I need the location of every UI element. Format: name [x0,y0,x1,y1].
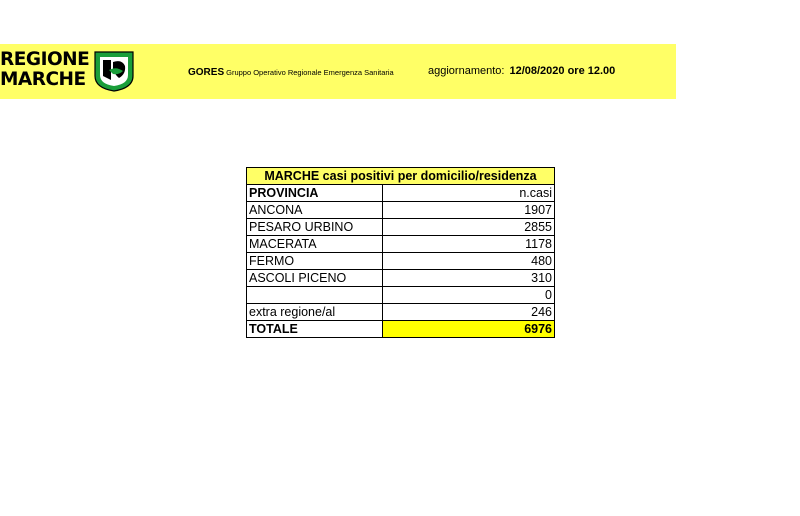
table-row [247,287,555,304]
province-cell: FERMO [247,253,383,270]
cases-table [246,167,555,338]
total-label: TOTALE [247,321,383,338]
table-row [247,270,555,287]
table-row [247,219,555,236]
total-value: 6976 [383,321,555,338]
cases-cell: 1907 [383,202,555,219]
table-row [247,253,555,270]
cases-cell: 246 [383,304,555,321]
update-label: aggiornamento: [428,65,505,77]
cases-cell: 0 [383,287,555,304]
table-row [247,202,555,219]
province-cell: PESARO URBINO [247,219,383,236]
province-cell [247,287,383,304]
column-header-province: PROVINCIA [247,185,383,202]
table-row [247,304,555,321]
org-acronym: GORES [188,67,225,78]
org-info [188,67,394,78]
table-title: MARCHE casi positivi per domicilio/residenza [247,168,555,185]
table-title-row [247,168,555,185]
logo-line-1: REGIONE [0,49,90,70]
cases-cell: 1178 [383,236,555,253]
org-name: Gruppo Operativo Regionale Emergenza Sanitaria [226,68,394,77]
province-cell: MACERATA [247,236,383,253]
table-header-row [247,185,555,202]
region-crest-icon [92,50,136,92]
cases-cell: 310 [383,270,555,287]
header-banner [0,44,676,99]
cases-cell: 2855 [383,219,555,236]
province-cell: ANCONA [247,202,383,219]
update-value: 12/08/2020 ore 12.00 [509,65,616,77]
table-total-row [247,321,555,338]
province-cell: extra regione/al [247,304,383,321]
update-info [428,65,615,77]
table-row [247,236,555,253]
region-logo [0,50,89,90]
province-cell: ASCOLI PICENO [247,270,383,287]
column-header-cases: n.casi [383,185,555,202]
logo-line-2: MARCHE [0,69,86,90]
cases-cell: 480 [383,253,555,270]
